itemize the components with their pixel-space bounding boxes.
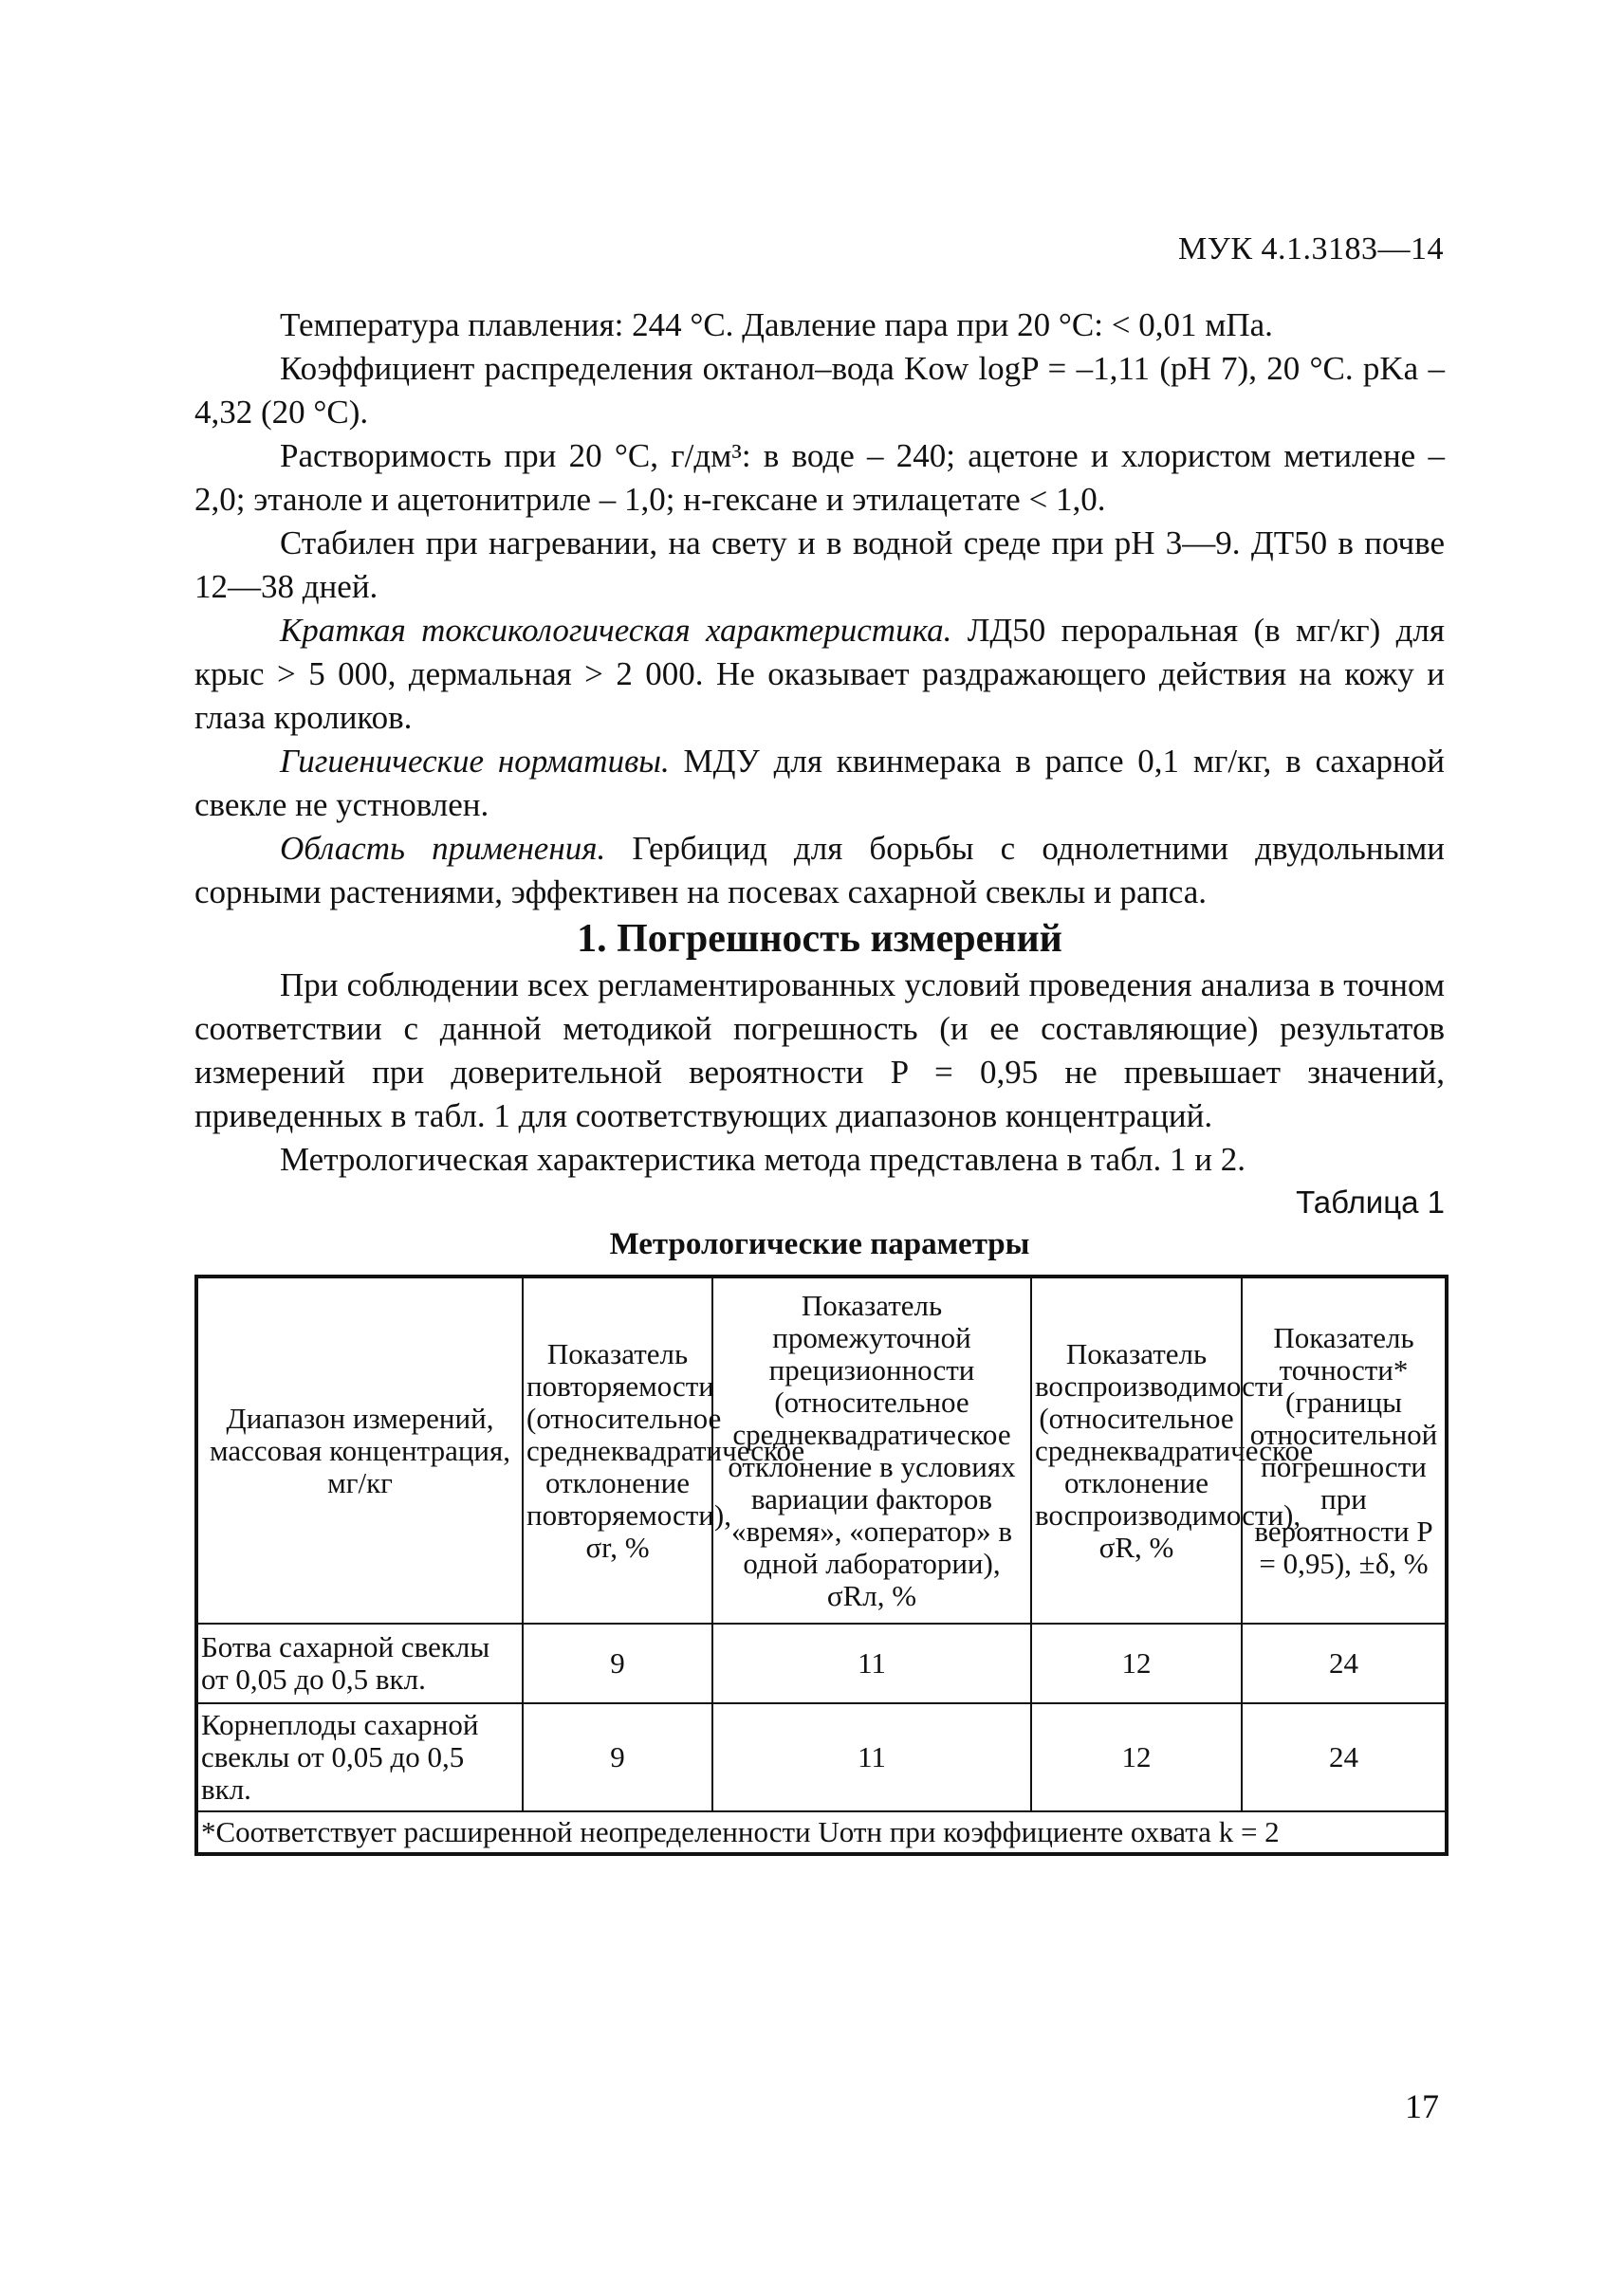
table-footnote: *Соответствует расширенной неопределенности Uотн при коэффициенте охвата k = 2 [196, 1811, 1447, 1854]
header-reproducibility: Показатель воспроизводимости (относительное среднеквадратическое отклонение воспроизводимости), σR, % [1031, 1277, 1242, 1624]
cell-range: Корнеплоды сахарной свеклы от 0,05 до 0,5 вкл. [196, 1703, 523, 1811]
paragraph-solubility: Растворимость при 20 °С, г/дм³: в воде – 240; ацетоне и хлористом метилене – 2,0; этаноле и ацетонитриле – 1,0; н-гексане и этилацетате < 1,0. [194, 437, 1445, 518]
table-label: Таблица 1 [1296, 1185, 1445, 1220]
paragraph-application [194, 827, 1445, 914]
header-intermediate-precision: Показатель промежуточной прецизионности (относительное среднеквадратическое отклонение в условиях вариации факторов «время», «оператор» в одной лаборатории), σRл, % [712, 1277, 1031, 1624]
paragraph-hygiene [194, 740, 1445, 827]
table-header-row [196, 1277, 1447, 1624]
page-number: 17 [1405, 2087, 1439, 2125]
header-accuracy: Показатель точности* (границы относительной погрешности при вероятности P = 0,95), ±δ, % [1242, 1277, 1447, 1624]
hygiene-text: МДУ для квинмерака в рапсе 0,1 мг/кг, в сахарной свекле не устновлен. [194, 743, 1445, 823]
hygiene-label: Гигиенические нормативы. [280, 743, 670, 780]
cell-accuracy: 24 [1242, 1624, 1447, 1703]
cell-accuracy: 24 [1242, 1703, 1447, 1811]
paragraph-stability: Стабилен при нагревании, на свету и в водной среде при pH 3—9. ДТ50 в почве 12—38 дней. [194, 524, 1445, 605]
toxicology-text: ЛД50 пероральная (в мг/кг) для крыс > 5 000, дермальная > 2 000. Не оказывает раздражающего действия на кожу и глаза кроликов. [194, 612, 1445, 736]
section-paragraph-metrology: Метрологическая характеристика метода представлена в табл. 1 и 2. [280, 1141, 1246, 1178]
paragraph-partition-coefficient: Коэффициент распределения октанол–вода Kow logP = –1,11 (pH 7), 20 °С. pKa – 4,32 (20 °С). [194, 350, 1445, 431]
section-title: 1. Погрешность измерений [577, 917, 1062, 961]
section-paragraph-accuracy: При соблюдении всех регламентированных условий проведения анализа в точном соответствии с данной методикой погрешность (и ее составляющие) результатов измерений при доверительной вероятности P = 0,95 не превышает значений, приведенных в табл. 1 для соответствующих диапазонов концентраций. [194, 966, 1445, 1134]
metrology-table [194, 1275, 1449, 1856]
body-text [194, 303, 1445, 1856]
cell-intermediate-precision: 11 [712, 1703, 1031, 1811]
table-footnote-row [196, 1811, 1447, 1854]
paragraph-toxicology [194, 609, 1445, 740]
cell-repeatability: 9 [523, 1624, 712, 1703]
table-row [196, 1703, 1447, 1811]
document-code: МУК 4.1.3183—14 [1178, 231, 1444, 266]
table-row [196, 1624, 1447, 1703]
cell-range: Ботва сахарной свеклы от 0,05 до 0,5 вкл. [196, 1624, 523, 1703]
header-repeatability: Показатель повторяемости (относительное среднеквадратическое отклонение повторяемости), σr, % [523, 1277, 712, 1624]
header-range: Диапазон измерений, массовая концентрация, мг/кг [196, 1277, 523, 1624]
cell-reproducibility: 12 [1031, 1624, 1242, 1703]
application-text: Гербицид для борьбы с однолетними двудольными сорными растениями, эффективен на посевах сахарной свеклы и рапса. [194, 830, 1445, 910]
cell-repeatability: 9 [523, 1703, 712, 1811]
paragraph-melting-point: Температура плавления: 244 °С. Давление пара при 20 °С: < 0,01 мПа. [280, 306, 1273, 343]
cell-intermediate-precision: 11 [712, 1624, 1031, 1703]
application-label: Область применения. [280, 830, 606, 867]
cell-reproducibility: 12 [1031, 1703, 1242, 1811]
toxicology-label: Краткая токсикологическая характеристика. [280, 612, 952, 649]
table-title: Метрологические параметры [609, 1227, 1030, 1261]
